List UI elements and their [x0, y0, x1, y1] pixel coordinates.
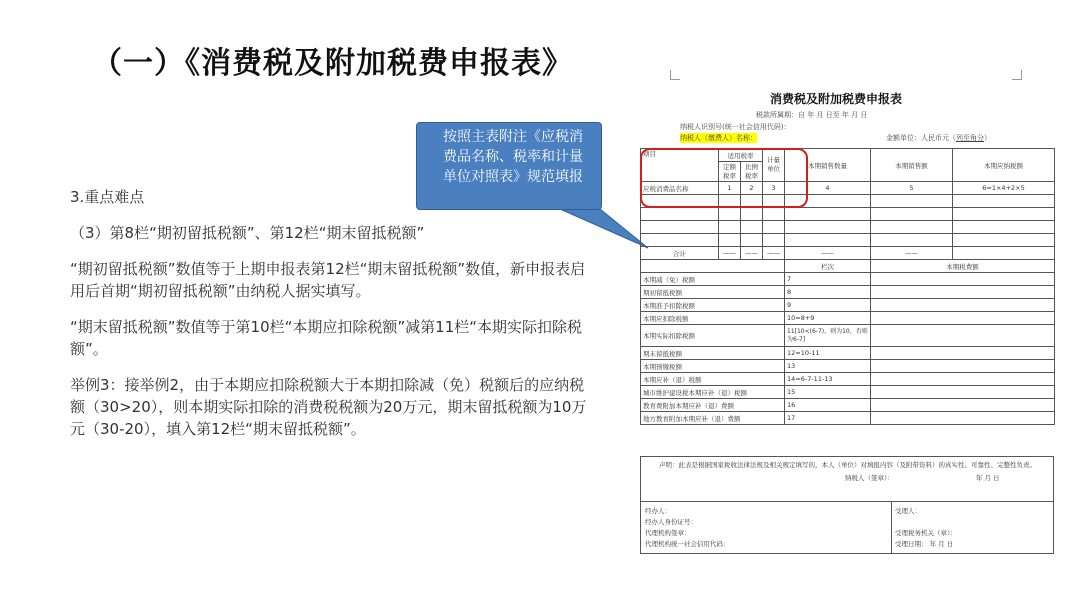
row-label: 本期准予扣除税额	[641, 299, 785, 312]
dash-cell: ——	[763, 247, 785, 260]
signature-box	[640, 502, 1054, 554]
row-no: 12=10-11	[785, 347, 871, 360]
current-tax-header: 本期税费额	[871, 260, 1055, 273]
header-ratio-rate: 比例税率	[741, 162, 763, 182]
row-label: 城市维护建设税本期应补（退）税额	[641, 386, 785, 399]
section-heading: 3.重点难点	[70, 188, 145, 206]
row-no: 16	[785, 399, 871, 412]
paragraph-3: “期末留抵税额”数值等于第10栏“本期应扣除税额”减第11栏“本期实际扣除税额”。	[70, 318, 583, 358]
col-no-3: 3	[763, 182, 785, 195]
paragraph-1: （3）第8栏“期初留抵税额”、第12栏“期末留抵税额”	[70, 224, 425, 242]
col-no-1: 1	[719, 182, 741, 195]
currency-label: 金额单位：人民币元（	[886, 134, 956, 142]
corner-mark-right	[1012, 70, 1022, 80]
header-sales-qty: 本期销售数量	[785, 149, 871, 182]
row-label: 本期应补（退）税额	[641, 373, 785, 386]
dash-cell: ——	[741, 247, 763, 260]
dash-cell: ——	[871, 247, 953, 260]
dash-cell: ——	[719, 247, 741, 260]
callout-box	[416, 122, 602, 210]
blank-row	[641, 208, 1055, 221]
row-no: 7	[785, 273, 871, 286]
header-tax-due: 本期应纳税额	[953, 149, 1055, 182]
header-unit: 计量单位	[763, 149, 785, 182]
tax-period: 税款所属期：自 年 月 日至 年 月 日	[756, 111, 868, 119]
form-title: 消费税及附加税费申报表	[770, 92, 903, 106]
col-no-5: 5	[871, 182, 953, 195]
header-sales-amt: 本期销售额	[871, 149, 953, 182]
paragraph-2: “期初留抵税额”数值等于上期申报表第12栏“期末留抵税额”数值，新申报表启用后首期“期初留抵税额”由纳税人据实填写。	[70, 260, 586, 300]
agency-seal-label: 代理机构签章：	[645, 529, 691, 537]
slide-title: （一）《消费税及附加税费申报表》	[92, 46, 573, 81]
row-no: 14=6-7-11-13	[785, 373, 871, 386]
divider	[891, 502, 892, 554]
col-no-4: 4	[785, 182, 871, 195]
receiver-label: 受理人：	[895, 507, 921, 515]
agent-id-label: 经办人身份证号：	[645, 518, 697, 526]
taxpayer-name: 纳税人（缴费人）名称：	[680, 134, 757, 142]
corner-mark-left	[670, 70, 680, 80]
body-text	[70, 186, 592, 454]
row-no: 8	[785, 286, 871, 299]
tax-office-label: 受理税务机关（章）：	[895, 529, 957, 537]
declaration-box	[640, 456, 1054, 502]
row-label: 地方教育附加本期应补（退）费额	[641, 412, 785, 425]
row-label: 本期减（免）税额	[641, 273, 785, 286]
row-label: 本期预缴税额	[641, 360, 785, 373]
header-row-label: 应税消费品名称	[641, 182, 719, 195]
col-no-6: 6=1×4+2×5	[953, 182, 1055, 195]
currency-end: ）	[984, 134, 991, 142]
row-label: 本期应扣除税额	[641, 312, 785, 325]
dash-cell: ——	[785, 247, 871, 260]
header-fixed-rate: 定额税率	[719, 162, 741, 182]
total-label: 合计	[641, 247, 719, 260]
highlight-circle	[640, 148, 808, 208]
currency-unit-value: 列至角分	[956, 134, 984, 142]
column-no-header: 栏次	[785, 260, 871, 273]
signature-label: 纳税人（签章）：	[845, 474, 894, 482]
currency-unit	[886, 133, 991, 143]
taxpayer-id: 纳税人识别号(统一社会信用代码)：	[680, 123, 791, 131]
callout-text: 按照主表附注《应税消费品名称、税率和计量单位对照表》规范填报	[443, 129, 583, 185]
header-item: 项目	[641, 149, 719, 182]
paragraph-4: 举例3：接举例2，由于本期应扣除税额大于本期扣除减（免）税额后的应纳税额（30>20），则本期实际扣除的消费税税额为20万元，期末留抵税额为10万元（30-20），填入第12栏“期末留抵税额”。	[70, 376, 587, 438]
blank-row	[641, 234, 1055, 247]
row-label: 本期实际扣除税额	[641, 325, 785, 347]
agent-label: 经办人：	[645, 507, 671, 515]
declaration-text: 声明：此表是根据国家税收法律法规及相关规定填写的，本人（单位）对填报内容（及附带资料）的真实性、可靠性、完整性负责。	[659, 461, 1036, 469]
row-no: 15	[785, 386, 871, 399]
row-label: 期初留抵税额	[641, 286, 785, 299]
row-no: 11[10<(6-7)，则为10，否则为6-7]	[785, 325, 871, 347]
blank-row	[641, 221, 1055, 234]
col-no-2: 2	[741, 182, 763, 195]
header-applicable-rate: 适用税率	[719, 149, 763, 162]
signature-date: 年 月 日	[975, 474, 1000, 482]
row-label: 期末留抵税额	[641, 347, 785, 360]
row-label: 教育费附加本期应补（退）费额	[641, 399, 785, 412]
row-no: 9	[785, 299, 871, 312]
row-no: 13	[785, 360, 871, 373]
agency-code-label: 代理机构统一社会信用代码：	[645, 540, 730, 548]
receive-date-label: 受理日期： 年 月 日	[895, 540, 954, 548]
row-no: 17	[785, 412, 871, 425]
row-no: 10=8+9	[785, 312, 871, 325]
